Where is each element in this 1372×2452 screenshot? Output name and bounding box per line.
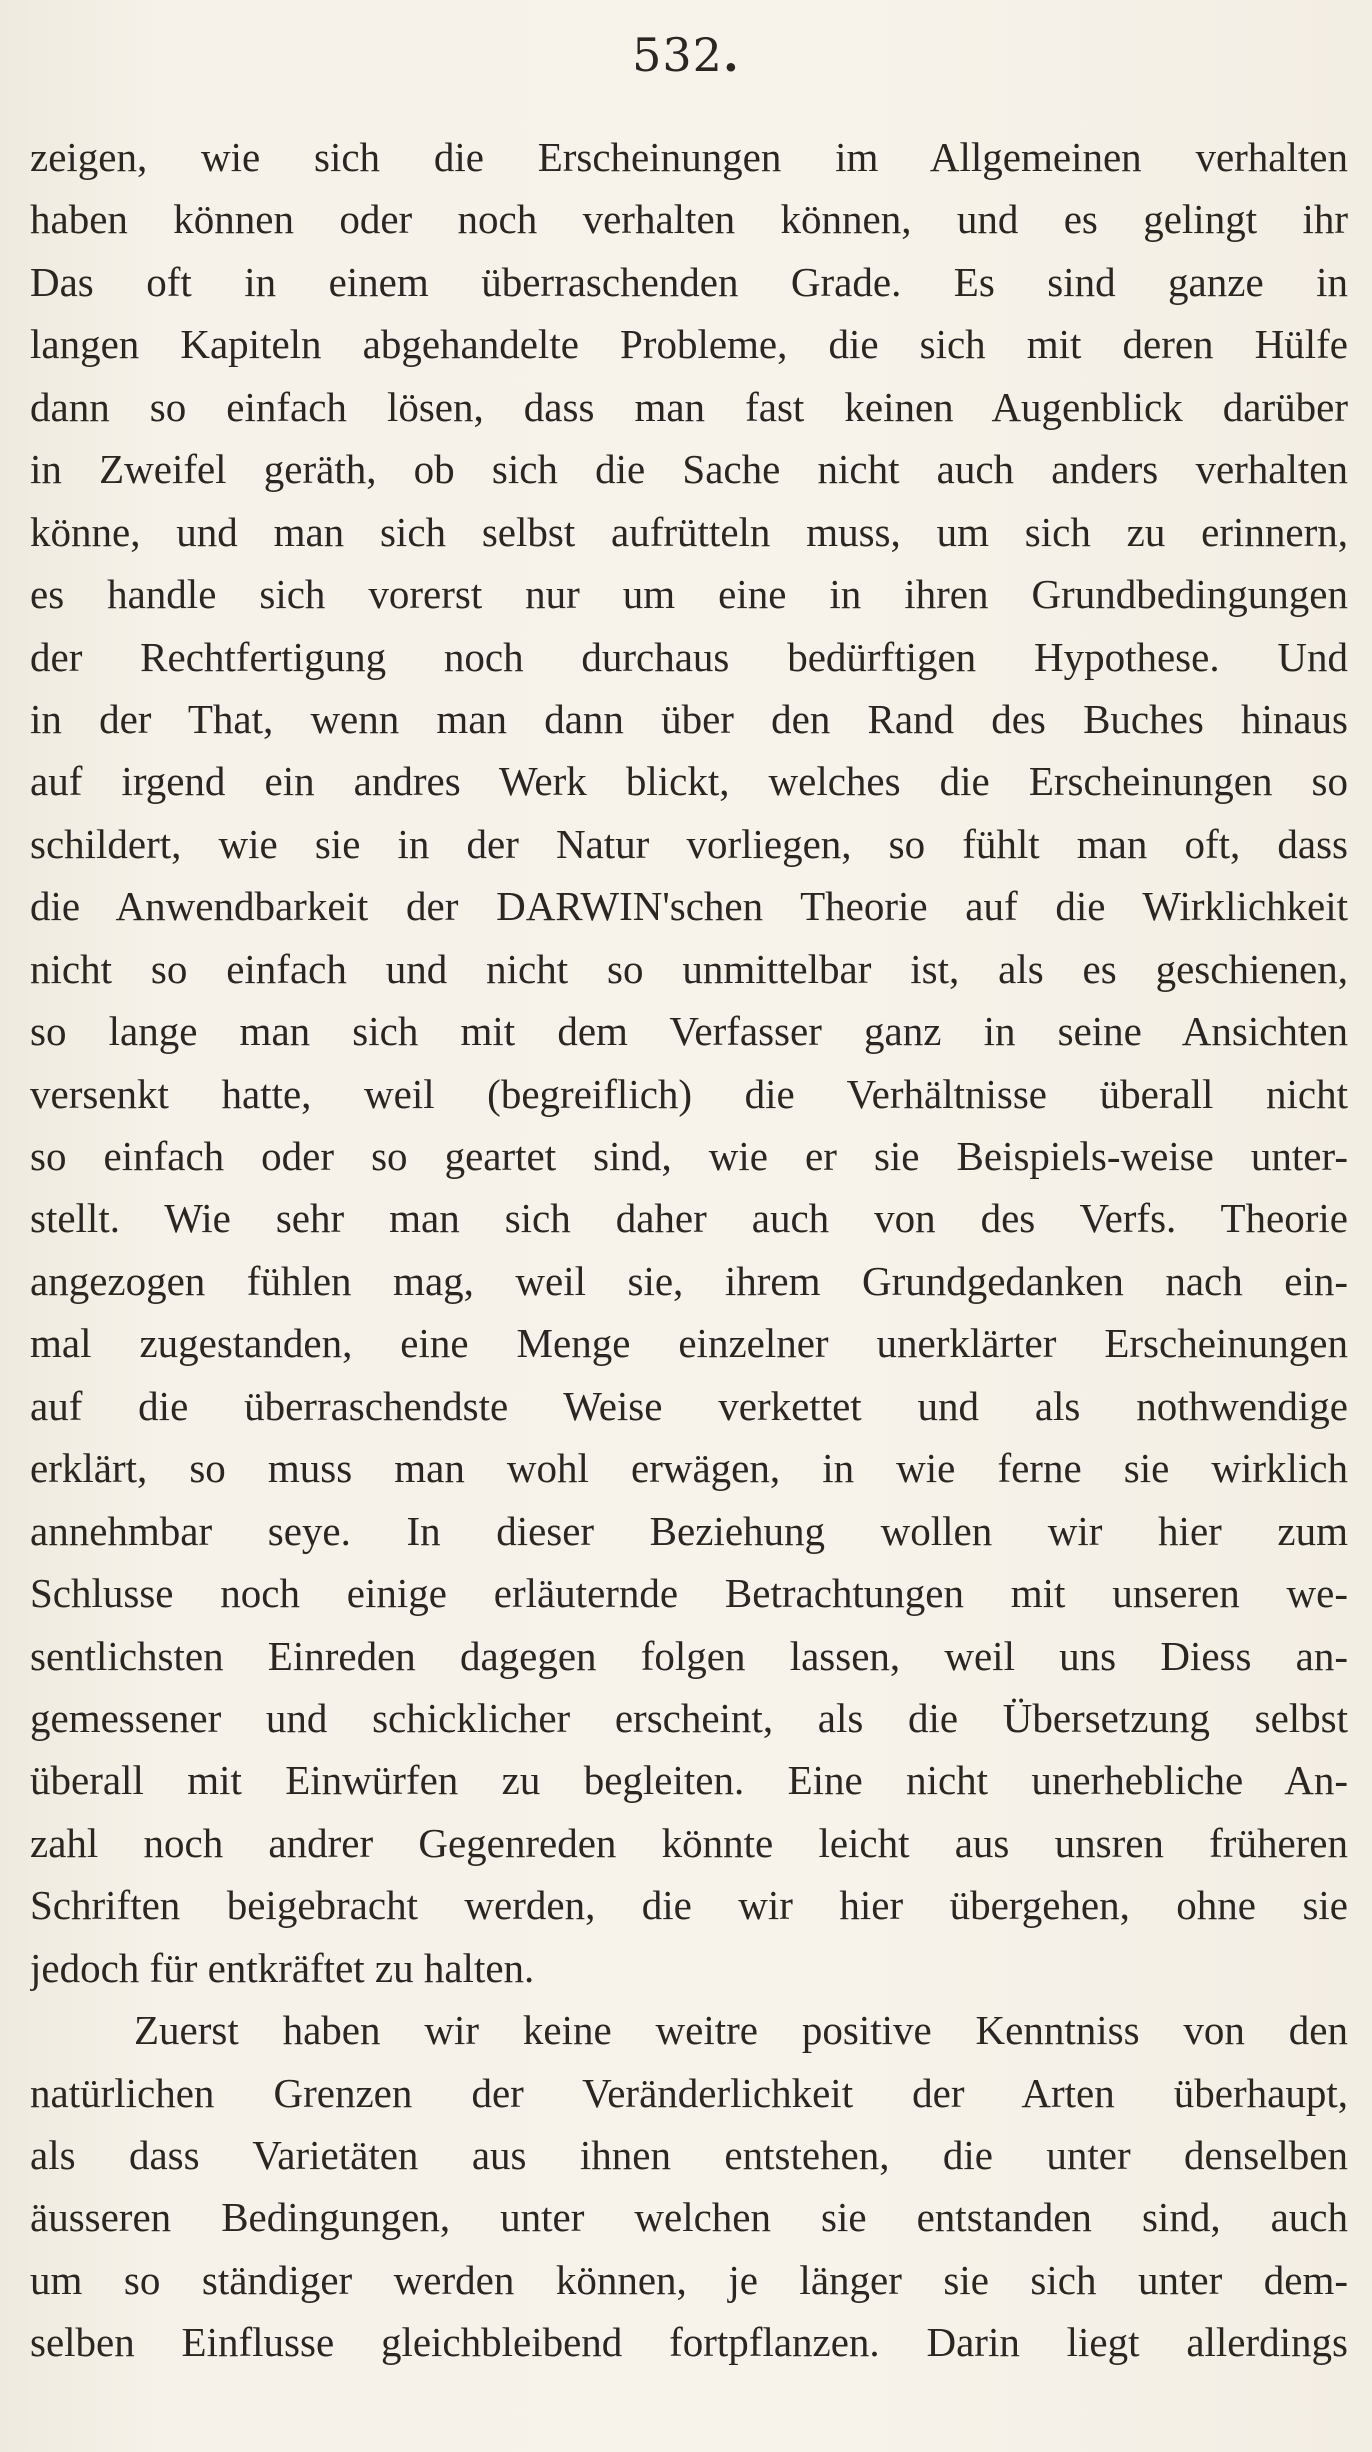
- body-text: [30, 126, 1348, 2374]
- text-line: gemessener und schicklicher erscheint, als die Übersetzung selbst: [30, 1694, 1348, 1741]
- text-line: könne, und man sich selbst aufrütteln muss, um sich zu erinnern,: [30, 508, 1348, 555]
- page-number-value: 532: [632, 28, 723, 82]
- text-line: überall mit Einwürfen zu begleiten. Eine nicht unerhebliche An-: [30, 1757, 1348, 1804]
- text-line: so lange man sich mit dem Verfasser ganz in seine Ansichten: [30, 1008, 1348, 1055]
- text-line: stellt. Wie sehr man sich daher auch von des Verfs. Theorie: [30, 1195, 1348, 1242]
- page-number-mark: .: [722, 28, 740, 82]
- text-line: Das oft in einem überraschenden Grade. Es sind ganze in: [30, 258, 1348, 305]
- text-line: auf irgend ein andres Werk blickt, welches die Erscheinungen so: [30, 758, 1348, 805]
- text-line: nicht so einfach und nicht so unmittelbar ist, als es geschienen,: [30, 945, 1348, 992]
- text-line: zeigen, wie sich die Erscheinungen im Allgemeinen verhalten: [30, 134, 1348, 180]
- text-line: um so ständiger werden können, je länger sie sich unter dem-: [30, 2256, 1348, 2303]
- text-line: auf die überraschendste Weise verkettet und als nothwendige: [30, 1382, 1348, 1429]
- text-line: annehmbar seye. In dieser Beziehung wollen wir hier zum: [30, 1507, 1348, 1554]
- text-line: Schriften beigebracht werden, die wir hier übergehen, ohne sie: [30, 1882, 1348, 1929]
- text-line: natürlichen Grenzen der Veränderlichkeit der Arten überhaupt,: [30, 2069, 1348, 2116]
- text-line: die Anwendbarkeit der DARWIN'schen Theorie auf die Wirklichkeit: [30, 883, 1348, 930]
- text-line: schildert, wie sie in der Natur vorliegen, so fühlt man oft, dass: [30, 820, 1348, 867]
- text-line: in der That, wenn man dann über den Rand des Buches hinaus: [30, 695, 1348, 742]
- text-line: erklärt, so muss man wohl erwägen, in wie ferne sie wirklich: [30, 1445, 1348, 1492]
- text-line: mal zugestanden, eine Menge einzelner unerklärter Erscheinungen: [30, 1320, 1348, 1367]
- text-line: so einfach oder so geartet sind, wie er sie Beispiels-weise unter-: [30, 1133, 1348, 1179]
- text-line: angezogen fühlen mag, weil sie, ihrem Grundgedanken nach ein-: [30, 1257, 1348, 1304]
- page-number: [0, 28, 1372, 82]
- text-line: Schlusse noch einige erläuternde Betrachtungen mit unseren we-: [30, 1570, 1348, 1617]
- text-line: als dass Varietäten aus ihnen entstehen, die unter denselben: [30, 2132, 1348, 2178]
- text-line: es handle sich vorerst nur um eine in ihren Grundbedingungen: [30, 571, 1348, 618]
- text-line: zahl noch andrer Gegenreden könnte leicht aus unsren früheren: [30, 1819, 1348, 1866]
- text-line: jedoch für entkräftet zu halten.: [30, 1944, 535, 1991]
- text-line: versenkt hatte, weil (begreiflich) die Verhältnisse überall nicht: [30, 1070, 1348, 1117]
- text-line: Zuerst haben wir keine weitre positive Kenntniss von den: [134, 2007, 1348, 2054]
- text-line: sentlichsten Einreden dagegen folgen lassen, weil uns Diess an-: [30, 1632, 1348, 1679]
- text-line: in Zweifel geräth, ob sich die Sache nicht auch anders verhalten: [30, 446, 1348, 493]
- text-line: dann so einfach lösen, dass man fast keinen Augenblick darüber: [30, 383, 1348, 430]
- text-line: äusseren Bedingungen, unter welchen sie entstanden sind, auch: [30, 2194, 1348, 2241]
- text-line: selben Einflusse gleichbleibend fortpflanzen. Darin liegt allerdings: [30, 2319, 1348, 2366]
- text-line: haben können oder noch verhalten können, und es gelingt ihr: [30, 196, 1348, 243]
- text-line: der Rechtfertigung noch durchaus bedürftigen Hypothese. Und: [30, 633, 1348, 680]
- text-line: langen Kapiteln abgehandelte Probleme, die sich mit deren Hülfe: [30, 321, 1348, 368]
